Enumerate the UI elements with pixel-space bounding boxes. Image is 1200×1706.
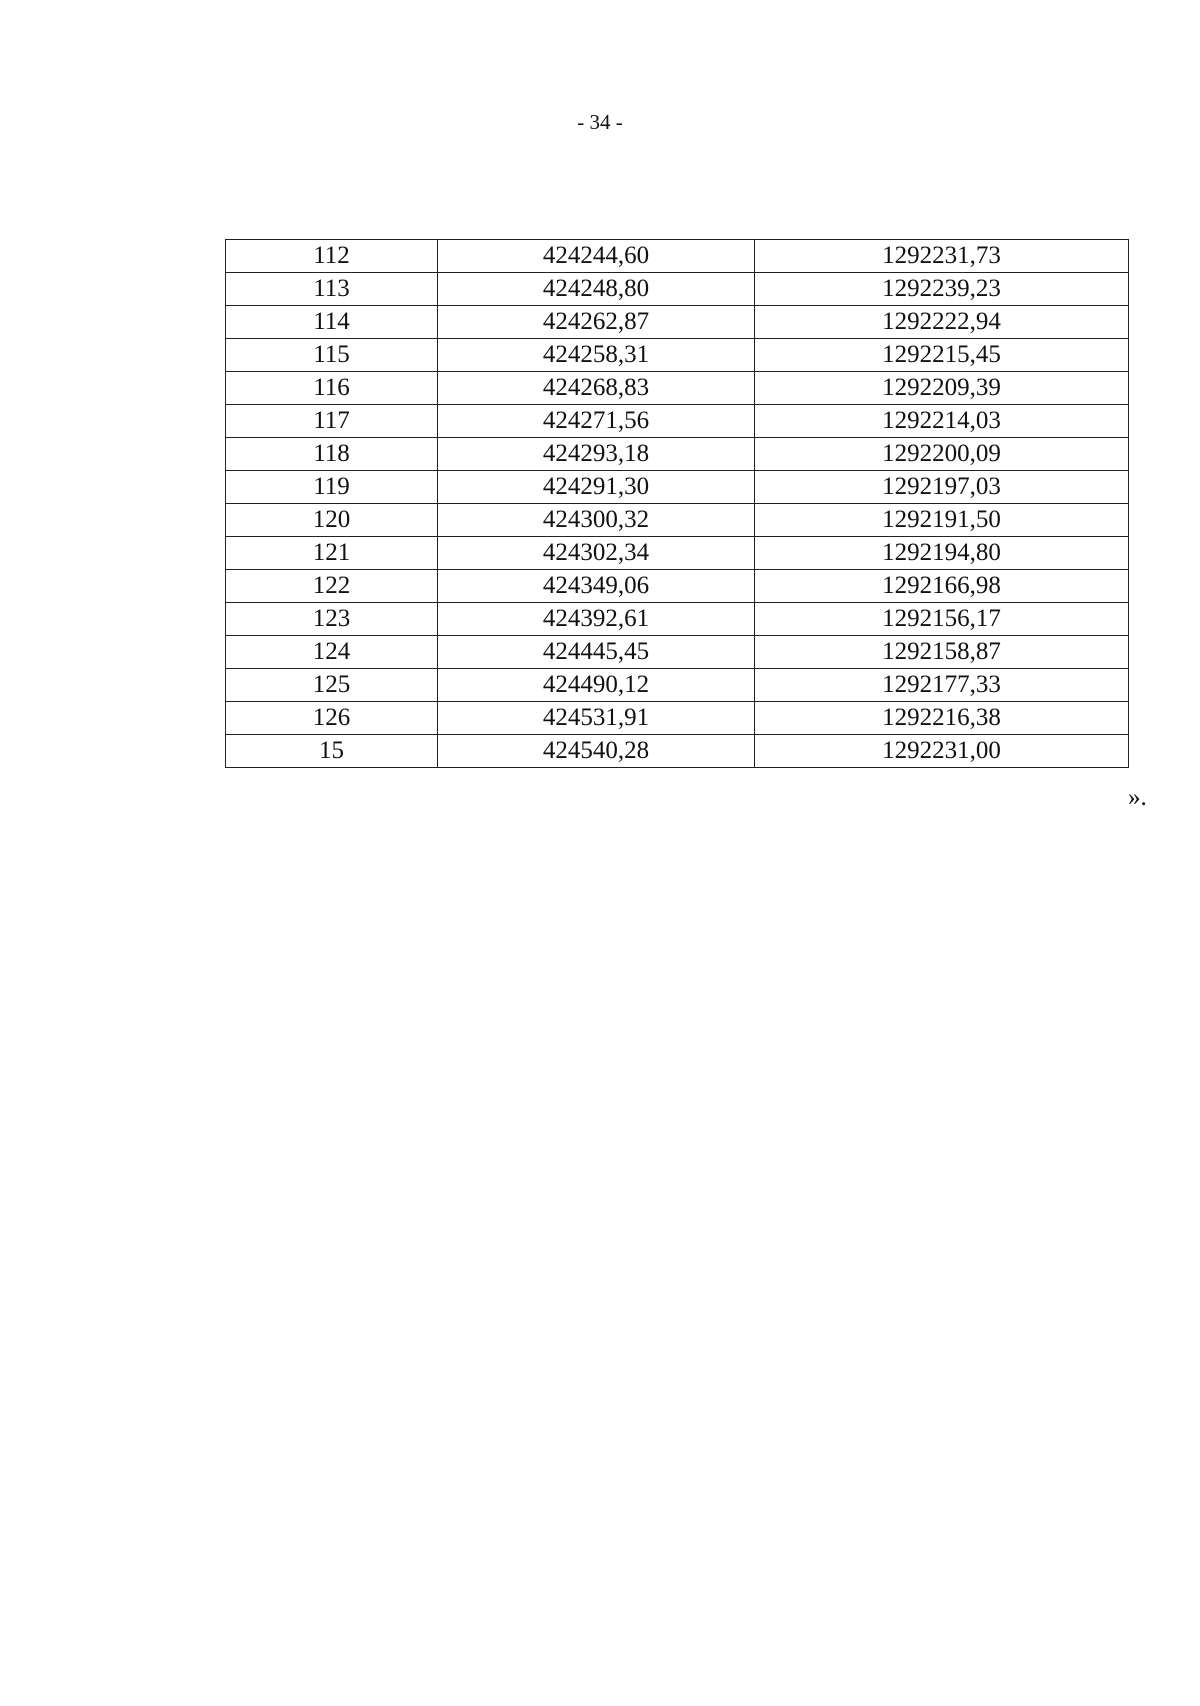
table-row xyxy=(226,735,1129,768)
point-number-cell: 121 xyxy=(226,537,438,570)
table-row xyxy=(226,405,1129,438)
y-coordinate-cell: 1292197,03 xyxy=(755,471,1129,504)
y-coordinate-cell: 1292214,03 xyxy=(755,405,1129,438)
point-number-cell: 113 xyxy=(226,273,438,306)
y-coordinate-cell: 1292209,39 xyxy=(755,372,1129,405)
x-coordinate-cell: 424445,45 xyxy=(438,636,755,669)
point-number-cell: 115 xyxy=(226,339,438,372)
y-coordinate-cell: 1292166,98 xyxy=(755,570,1129,603)
x-coordinate-cell: 424244,60 xyxy=(438,240,755,273)
x-coordinate-cell: 424248,80 xyxy=(438,273,755,306)
x-coordinate-cell: 424258,31 xyxy=(438,339,755,372)
y-coordinate-cell: 1292200,09 xyxy=(755,438,1129,471)
point-number-cell: 117 xyxy=(226,405,438,438)
y-coordinate-cell: 1292158,87 xyxy=(755,636,1129,669)
table-row xyxy=(226,339,1129,372)
table-row xyxy=(226,438,1129,471)
x-coordinate-cell: 424540,28 xyxy=(438,735,755,768)
point-number-cell: 122 xyxy=(226,570,438,603)
table-row xyxy=(226,306,1129,339)
x-coordinate-cell: 424271,56 xyxy=(438,405,755,438)
y-coordinate-cell: 1292216,38 xyxy=(755,702,1129,735)
y-coordinate-cell: 1292231,00 xyxy=(755,735,1129,768)
x-coordinate-cell: 424268,83 xyxy=(438,372,755,405)
table-row xyxy=(226,636,1129,669)
x-coordinate-cell: 424392,61 xyxy=(438,603,755,636)
y-coordinate-cell: 1292177,33 xyxy=(755,669,1129,702)
point-number-cell: 125 xyxy=(226,669,438,702)
x-coordinate-cell: 424490,12 xyxy=(438,669,755,702)
table-row xyxy=(226,240,1129,273)
y-coordinate-cell: 1292222,94 xyxy=(755,306,1129,339)
page-number: - 34 - xyxy=(577,110,623,134)
y-coordinate-cell: 1292239,23 xyxy=(755,273,1129,306)
y-coordinate-cell: 1292231,73 xyxy=(755,240,1129,273)
table-row xyxy=(226,273,1129,306)
table-row xyxy=(226,603,1129,636)
point-number-cell: 120 xyxy=(226,504,438,537)
point-number-cell: 118 xyxy=(226,438,438,471)
point-number-cell: 112 xyxy=(226,240,438,273)
table-row xyxy=(226,504,1129,537)
table-row xyxy=(226,570,1129,603)
x-coordinate-cell: 424300,32 xyxy=(438,504,755,537)
x-coordinate-cell: 424262,87 xyxy=(438,306,755,339)
point-number-cell: 114 xyxy=(226,306,438,339)
table-row xyxy=(226,372,1129,405)
coordinates-table xyxy=(225,239,1129,768)
y-coordinate-cell: 1292156,17 xyxy=(755,603,1129,636)
closing-quote-mark: ». xyxy=(1128,784,1147,811)
y-coordinate-cell: 1292194,80 xyxy=(755,537,1129,570)
point-number-cell: 123 xyxy=(226,603,438,636)
point-number-cell: 15 xyxy=(226,735,438,768)
table-row xyxy=(226,669,1129,702)
y-coordinate-cell: 1292215,45 xyxy=(755,339,1129,372)
x-coordinate-cell: 424531,91 xyxy=(438,702,755,735)
point-number-cell: 124 xyxy=(226,636,438,669)
table-row xyxy=(226,702,1129,735)
point-number-cell: 119 xyxy=(226,471,438,504)
point-number-cell: 126 xyxy=(226,702,438,735)
y-coordinate-cell: 1292191,50 xyxy=(755,504,1129,537)
point-number-cell: 116 xyxy=(226,372,438,405)
x-coordinate-cell: 424302,34 xyxy=(438,537,755,570)
x-coordinate-cell: 424349,06 xyxy=(438,570,755,603)
table-row xyxy=(226,537,1129,570)
table-row xyxy=(226,471,1129,504)
x-coordinate-cell: 424293,18 xyxy=(438,438,755,471)
x-coordinate-cell: 424291,30 xyxy=(438,471,755,504)
